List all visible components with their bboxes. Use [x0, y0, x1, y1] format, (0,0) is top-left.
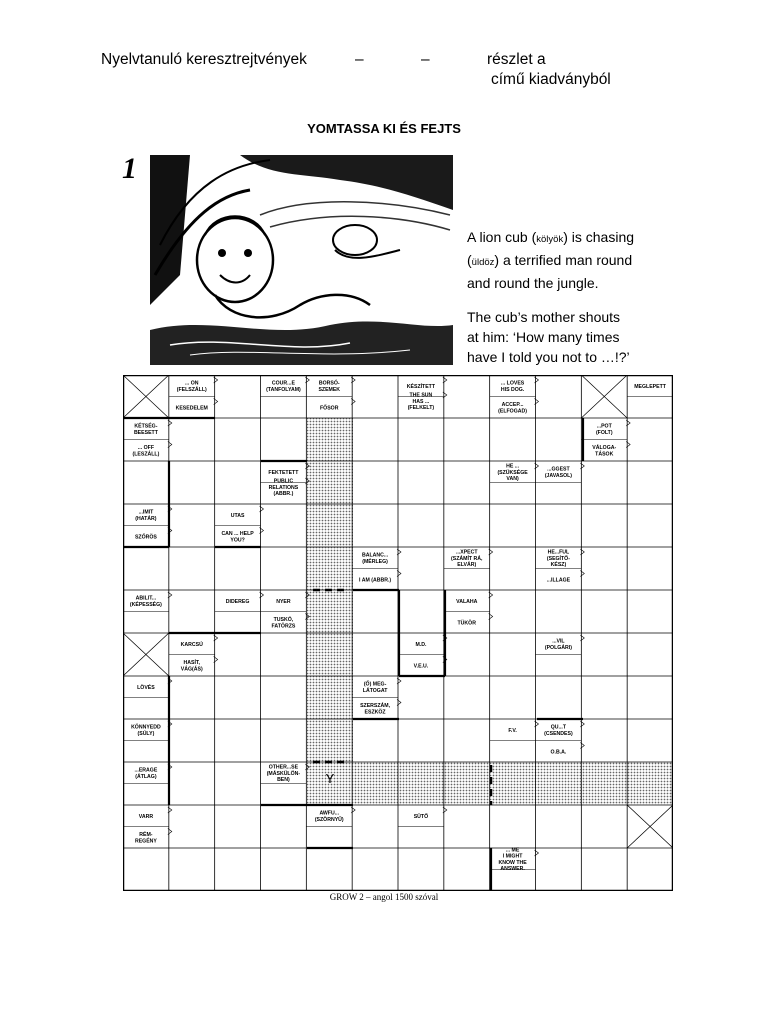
given-letter: Y	[325, 771, 335, 786]
clue-text: V.E.U.	[413, 663, 429, 670]
clue-text: KÉSZÍTETT	[406, 383, 436, 390]
clue-text: SÜTŐ	[413, 813, 429, 820]
clue-text: ...POT (FOLT)	[595, 423, 613, 436]
header-dash: –	[355, 51, 364, 68]
story-line: at him: ‘How many times	[467, 329, 620, 345]
clue-text: ... ME I MIGHT KNOW THE ANSWER.	[498, 847, 527, 873]
clue-text: ...IMIT (HATÁR)	[135, 509, 157, 522]
clue-text: ACCEP... (ELFOGAD)	[498, 402, 527, 415]
clue-text: O.B.A.	[550, 749, 567, 756]
clue-text: VARR	[138, 813, 154, 820]
clue-text: I AM (ABBR.)	[359, 577, 392, 584]
clue-text: MEGLEPETT	[634, 383, 666, 390]
clue-text: SZERSZÁM, ESZKÖZ	[360, 703, 391, 716]
clue-text: KÉTSÉG-BEESETT	[133, 423, 158, 436]
clue-text: CAN ... HELP YOU?	[221, 531, 254, 544]
clue-text: OTHER...SE (MÁSKÜLÖN-BEN)	[266, 764, 301, 783]
clue-text: LÖVÉS	[137, 684, 155, 691]
clue-text: FŐSOR	[320, 405, 339, 412]
puzzle-number: 1	[122, 152, 137, 185]
clue-text: ... ON (FELSZÁLL)	[176, 380, 207, 393]
story-translation: üldöz	[471, 257, 495, 268]
clue-text: UTAS	[230, 512, 245, 519]
story-line: The cub’s mother shouts	[467, 309, 621, 325]
clue-text: F.V.	[508, 727, 517, 734]
clue-text: M.D.	[415, 641, 427, 648]
clue-text: ...XPECT (SZÁMÍT RÁ, ELVÁR)	[451, 549, 483, 568]
clue-text: NYER	[276, 598, 291, 605]
clue-text: ... OFF (LESZÁLL)	[132, 445, 160, 458]
clue-text: KESEDELEM	[175, 405, 208, 412]
clue-text: PUBLIC RELATIONS (ABBR.)	[268, 478, 299, 497]
clue-text: DIDEREG	[225, 598, 250, 605]
clue-text: SZŐRÖS	[134, 534, 157, 541]
clue-text: RÉM-REGÉNY	[134, 832, 157, 845]
clue-text: ...VIL (POLGÁRI)	[544, 638, 572, 651]
story-translation: kölyök	[536, 234, 564, 245]
lion-cartoon-illustration	[150, 155, 453, 365]
footer: GROW 2 – angol 1500 szóval	[329, 892, 439, 902]
clue-text: HE ... (SZÜKSÉGE VAN)	[497, 463, 528, 482]
clue-text: ...ERAGE (ÁTLAG)	[134, 767, 158, 780]
clue-text: ...GGEST (JAVASOL)	[544, 466, 573, 479]
clue-text: TÜKÖR	[457, 620, 476, 627]
header-source-line2: című kiadványból	[491, 71, 611, 88]
clue-text: THE SUN HAS ... (FELKELT)	[407, 392, 435, 411]
page-title: YOMTASSA KI ÉS FEJTS	[307, 121, 461, 136]
story-line: have I told you not to …!?’	[467, 349, 630, 365]
clue-text: HASÍT, VÁG(ÁS)	[180, 660, 203, 673]
clue-text: ABILIT... (KÉPESSÉG)	[129, 595, 162, 608]
clue-text: (Ő) MEG-LÁTOGAT	[362, 681, 388, 694]
header-dash: –	[421, 51, 430, 68]
clue-text: KÖNNYEDD (SÚLY)	[131, 724, 161, 737]
clue-text: BALANC... (MÉRLEG)	[361, 552, 389, 565]
clue-text: KARCSÚ	[180, 641, 203, 648]
clue-text: FEKTETETT	[268, 469, 299, 476]
story-paragraph-1: A lion cub (kölyök) is chasing (üldöz) a terrified man round and round the jungle.	[467, 229, 635, 291]
clue-text: HE...FUL (SEGÍTŐ-KÉSZ)	[546, 549, 570, 568]
clue-text: ... LOVES HIS DOG.	[500, 380, 525, 393]
crossword-grid[interactable]	[123, 375, 673, 891]
header-source-line1: részlet a	[487, 51, 546, 68]
clue-text: COUR...E (TANFOLYAM)	[266, 380, 301, 393]
clue-text: TUSKÓ, FATÖRZS	[271, 617, 296, 630]
story-text	[467, 227, 634, 381]
clue-text: BORSÓ-SZEMEK	[318, 380, 341, 393]
clue-text: VALAHA	[456, 598, 478, 605]
clue-text: ...ILLAGE	[546, 577, 571, 584]
header-title: Nyelvtanuló keresztrejtvények	[101, 51, 307, 68]
clue-text: VÁLOGA-TÁSOK	[592, 445, 617, 458]
story-paragraph-2	[467, 307, 634, 367]
clue-text: QU...T (CSENDES)	[544, 724, 573, 737]
clue-text: AWFU... (SZÖRNYŰ)	[314, 810, 344, 823]
